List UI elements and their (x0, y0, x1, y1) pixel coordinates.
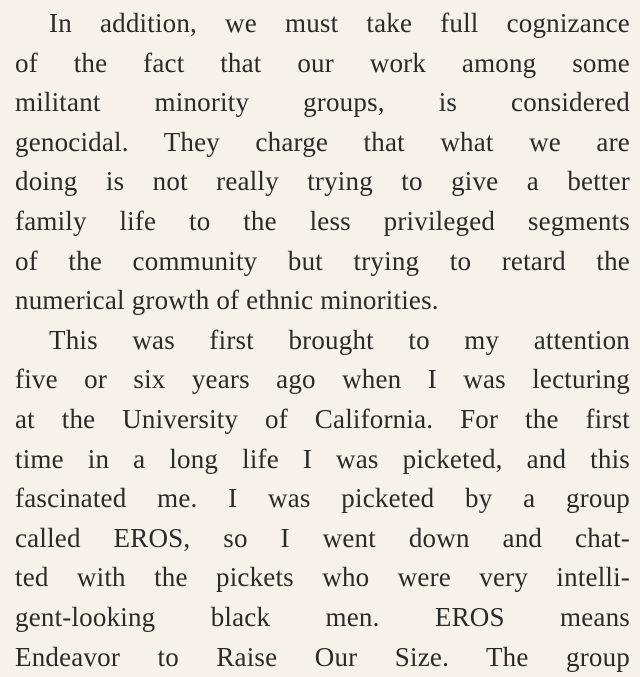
text-line: of the community but trying to retard the (15, 242, 630, 282)
paragraph (15, 4, 630, 321)
text-line: numerical growth of ethnic minorities. (15, 281, 630, 321)
text-line: five or six years ago when I was lecturing (15, 360, 630, 400)
text-line: Endeavor to Raise Our Size. The group (15, 638, 630, 677)
text-line: family life to the less privileged segments (15, 202, 630, 242)
text-line: at the University of California. For the first (15, 400, 630, 440)
text-line: In addition, we must take full cognizance (15, 4, 630, 44)
text-line: doing is not really trying to give a better (15, 162, 630, 202)
paragraph (15, 321, 630, 677)
text-line: time in a long life I was picketed, and this (15, 440, 630, 480)
text-line: ted with the pickets who were very intelli- (15, 558, 630, 598)
text-line: militant minority groups, is considered (15, 83, 630, 123)
text-line: This was first brought to my attention (15, 321, 630, 361)
text-line: genocidal. They charge that what we are (15, 123, 630, 163)
text-line: of the fact that our work among some (15, 44, 630, 84)
text-line: gent-looking black men. EROS means (15, 598, 630, 638)
text-line: called EROS, so I went down and chat- (15, 519, 630, 559)
text-line: fascinated me. I was picketed by a group (15, 479, 630, 519)
